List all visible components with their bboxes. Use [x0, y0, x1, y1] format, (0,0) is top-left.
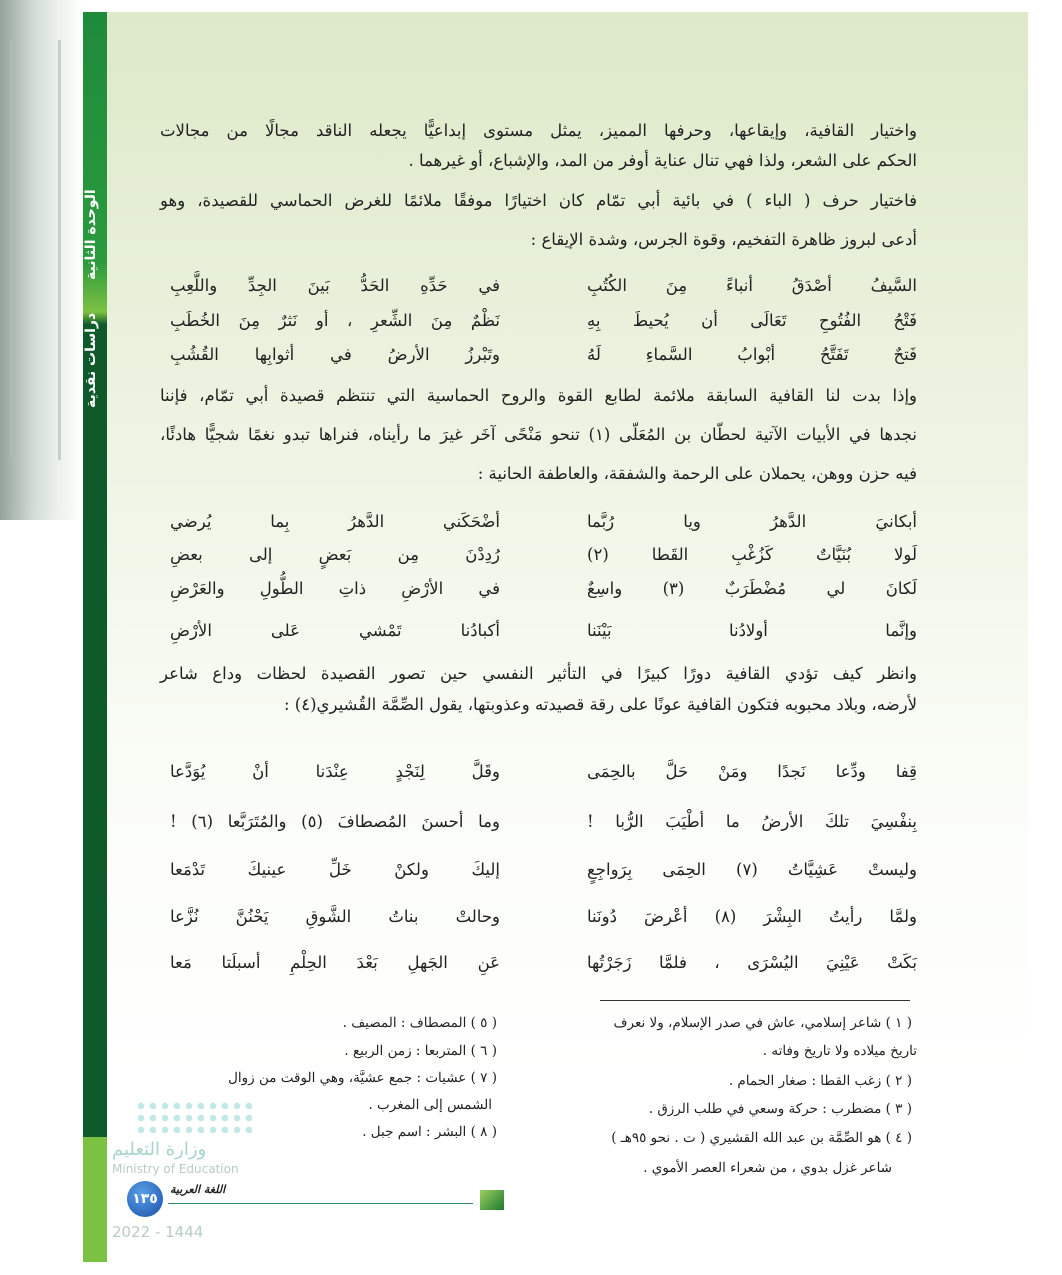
- footnote: شاعر غزل بدوي ، من شعراء العصر الأموي .: [643, 1160, 892, 1176]
- paragraph-line: نجدها في الأبيات الآتية لحطّان بن المُعَلّى (١) تنحو مَنْحًى آخَر غيرَ ما رأيناه، فنراها تبدو نغمًا شجيًّا هادئًا،: [160, 425, 917, 444]
- footnote: ( ٣ ) مضطرب : حركة وسعي في طلب الرزق .: [648, 1101, 912, 1117]
- footnote: ( ٨ ) البشر : اسم جبل .: [362, 1124, 497, 1140]
- paragraph-line: لأرضه، وبلاد محبوبه فتكون القافية عونًا على رقة قصيدته وعذوبتها، يقول الصِّمَّة القُشيري(٤) :: [284, 695, 917, 714]
- verse-first-hemistich: لَولا بُنَيَّاتٌ كَزُغْبِ القَطا (٢): [587, 545, 917, 564]
- verse-second-hemistich: في حَدِّهِ الحَدُّ بَينَ الجِدِّ واللَّعِبِ: [170, 276, 500, 295]
- watermark-ar: وزارة التعليم: [112, 1139, 207, 1160]
- footnote: ( ٥ ) المصطاف : المصيف .: [342, 1015, 497, 1031]
- footnote: تاريخ ميلاده ولا تاريخ وفاته .: [762, 1043, 917, 1059]
- unit-label: الوحدة الثانية: [83, 189, 99, 281]
- footnote: ( ٧ ) عشيات : جمع عشيَّة، وهي الوقت من زوال: [228, 1070, 497, 1086]
- verse-first-hemistich: ولمَّا رأيتُ البِشْرَ (٨) أعْرضَ دُونَنا: [587, 907, 917, 926]
- verse-second-hemistich: وحالتْ بناتُ الشَّوقِ يَحْنُنَّ نُزَّعا: [170, 907, 500, 926]
- verse-first-hemistich: السَّيفُ أصْدَقُ أنباءً مِنَ الكُتُبِ: [587, 276, 917, 295]
- verse-second-hemistich: إليكَ ولكنْ خَلِّ عينيكَ تَدْمَعا: [170, 860, 500, 879]
- verse-first-hemistich: أبكانيَ الدَّهرُ ويا رُبَّما: [587, 512, 917, 531]
- paragraph-line: وانظر كيف تؤدي القافية دورًا كبيرًا في التأثير النفسي حين تصور القصيدة لحظات وداع شاعر: [160, 664, 917, 683]
- verse-first-hemistich: وليستْ عَشِيَّاتُ (٧) الحِمَى بِرَواجِعٍ: [587, 860, 917, 879]
- verse-second-hemistich: وما أحسنَ المُصطافَ (٥) والمُتَرَبَّعا (٦) !: [170, 812, 500, 831]
- footnote: ( ٢ ) زغب القطا : صغار الحمام .: [728, 1073, 912, 1089]
- verse-first-hemistich: فَتحٌ تَفَتَّحُ أبْوابُ السَّماءِ لَهُ: [587, 345, 917, 364]
- verse-second-hemistich: وقَلَّ لِنَجْدٍ عِنْدَنا أنْ يُوَدَّعا: [170, 762, 500, 781]
- page-number: ١٣٥: [127, 1181, 163, 1217]
- paragraph-line: وإذا بدت لنا القافية السابقة ملائمة لطابع القوة والروح الحماسية التي تنتظم قصيدة أبي تمّام، فإننا: [160, 386, 917, 405]
- footnote: ( ١ ) شاعر إسلامي، عاش في صدر الإسلام، ولا نعرف: [613, 1015, 912, 1031]
- paragraph-line: الحكم على الشعر، ولذا فهي تنال عناية أوفر من المد، والإشباع، أو غيرهما .: [408, 151, 917, 170]
- watermark-year: 2022 - 1444: [112, 1223, 204, 1241]
- paragraph-line: واختيار القافية، وإيقاعها، وحرفها المميز، يمثل مستوى إبداعيًّا يجعله الناقد مجالًا من مجالات: [160, 121, 917, 140]
- paragraph-line: أدعى لبروز ظاهرة التفخيم، وقوة الجرس، وشدة الإيقاع :: [530, 230, 917, 249]
- verse-first-hemistich: وإنَّما أولادُنا بَيْنَنا: [587, 621, 917, 640]
- verse-second-hemistich: نَظْمٌ مِنَ الشِّعرِ ، أو نَثرٌ مِنَ الخُطَبِ: [170, 311, 500, 330]
- verse-second-hemistich: أضْحَكَني الدَّهرُ بِما يُرضي: [170, 512, 500, 531]
- verse-second-hemistich: أكبادُنا تَمْشي عَلى الأرْضِ: [170, 621, 500, 640]
- verse-second-hemistich: عَنِ الجَهلِ بَعْدَ الحِلْمِ أسبلَتا مَعا: [170, 953, 500, 972]
- verse-first-hemistich: لَكانَ لي مُضْطَرَبٌ (٣) واسِعٌ: [587, 579, 918, 598]
- verse-first-hemistich: بَكَتْ عَيْنِيَ اليُسْرَى ، فلمَّا زَجَرْتُها: [587, 953, 917, 972]
- footnote: ( ٤ ) هو الصِّمَّة بن عبد الله القشيري ( ت . نحو ٩٥هـ ): [611, 1130, 912, 1146]
- paragraph-line: فاختيار حرف ( الباء ) في بائية أبي تمّام كان اختيارًا موفقًا ملائمًا للغرض الحماسي للقصيدة، وهو: [160, 191, 917, 210]
- book-title: اللغة العربية: [170, 1183, 226, 1196]
- footnote-separator: [600, 1000, 910, 1001]
- verse-first-hemistich: قِفا ودِّعا نَجدًا ومَنْ حَلَّ بالحِمَى: [587, 762, 917, 781]
- section-label: دراسات نقدية: [83, 312, 99, 408]
- series-logo-icon: [480, 1190, 504, 1210]
- verse-first-hemistich: بِنفْسِيَ تلكَ الأرضُ ما أطْيَبَ الرُّبا !: [587, 812, 917, 831]
- footnote: الشمس إلى المغرب .: [368, 1097, 492, 1113]
- minaret-photo: [0, 0, 83, 520]
- ministry-logo-dots: [135, 1100, 253, 1138]
- verse-second-hemistich: في الأرْضِ ذاتِ الطُّولِ والعَرْضِ: [170, 579, 500, 598]
- verse-first-hemistich: فَتْحُ الفُتُوحِ تَعَالَى أن يُحيطَ بِهِ: [587, 311, 917, 330]
- paragraph-line: فيه حزن ووهن، يحملان على الرحمة والشفقة، والعاطفة الحانية :: [477, 464, 917, 483]
- footer-divider: [168, 1203, 473, 1204]
- verse-second-hemistich: رُدِدْنَ مِن بَعضٍ إلى بعضِ: [170, 545, 500, 564]
- footnote: ( ٦ ) المتربعا : زمن الربيع .: [344, 1043, 497, 1059]
- watermark-en: Ministry of Education: [112, 1162, 239, 1176]
- verse-second-hemistich: وتَبْرزُ الأرضُ في أثوابِها القُشُبِ: [170, 345, 500, 364]
